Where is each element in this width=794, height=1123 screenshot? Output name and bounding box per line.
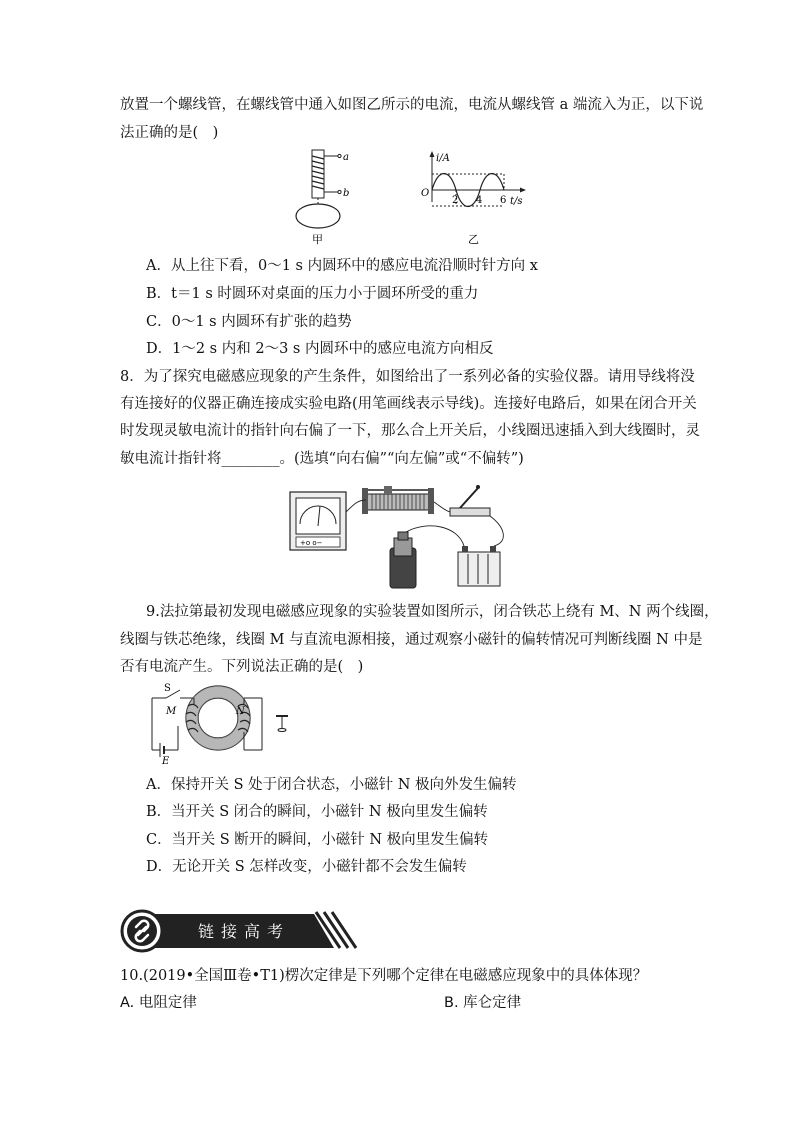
label-M: M bbox=[166, 706, 177, 717]
q9-stem-line1: 9.法拉第最初发现电磁感应现象的实验装置如图所示，闭合铁芯上绕有 M、N 两个线圈， bbox=[146, 604, 719, 620]
label-E: E bbox=[162, 756, 170, 766]
label-S: S bbox=[164, 683, 171, 694]
rheostat bbox=[362, 486, 434, 514]
q8-stem-line3: 时发现灵敏电流计的指针向右偏了一下，那么合上开关后，小线圈迅速插入到大线圈时，灵 bbox=[120, 423, 700, 439]
tick-4: 4 bbox=[476, 195, 483, 206]
q9-option-b: B．当开关 S 闭合的瞬间，小磁针 N 极向里发生偏转 bbox=[146, 804, 488, 820]
caption-yi: 乙 bbox=[468, 233, 479, 246]
q8-stem-line2: 有连接好的仪器正确连接成实验电路(用笔画线表示导线)。连接好电路后，如果在闭合开关 bbox=[120, 396, 697, 412]
ring bbox=[296, 204, 340, 228]
q7-option-b: B．t＝1 s 时圆环对桌面的压力小于圆环所受的重力 bbox=[146, 286, 479, 302]
coil-assembly bbox=[390, 532, 416, 588]
q9-option-a: A．保持开关 S 处于闭合状态，小磁针 N 极向外发生偏转 bbox=[146, 777, 517, 793]
q9-stem-line2: 线圈与铁芯绝缘，线圈 M 与直流电源相接，通过观察小磁针的偏转情况可判断线圈 N 中是 bbox=[120, 632, 703, 648]
q9-stem-line3: 否有电流产生。下列说法正确的是( ) bbox=[120, 659, 364, 675]
q10-stem: 10.(2019•全国Ⅲ卷•T1)楞次定律是下列哪个定律在电磁感应现象中的具体体现？ bbox=[120, 968, 648, 984]
q10-option-a: A. 电阻定律 bbox=[120, 995, 197, 1011]
q8-apparatus-figure bbox=[288, 482, 518, 592]
label-a: a bbox=[343, 152, 349, 163]
q9-faraday-ring-figure bbox=[140, 680, 300, 766]
q8-stem-line1: 8．为了探究电磁感应现象的产生条件，如图给出了一系列必备的实验仪器。请用导线将没 bbox=[120, 369, 695, 385]
axis-t-label: t/s bbox=[510, 196, 523, 207]
q7-figure-yi bbox=[418, 148, 538, 248]
q9-option-d: D．无论开关 S 怎样改变，小磁针都不会发生偏转 bbox=[146, 859, 467, 875]
tick-2: 2 bbox=[452, 195, 459, 206]
axis-i-label: i/A bbox=[436, 153, 450, 164]
q10-option-b: B. 库仑定律 bbox=[444, 995, 522, 1011]
label-N: N bbox=[236, 706, 245, 717]
q7-stem-line2: 法正确的是( ) bbox=[120, 125, 219, 141]
q7-option-c: C．0～1 s 内圆环有扩张的趋势 bbox=[146, 314, 352, 330]
q9-option-c: C．当开关 S 断开的瞬间，小磁针 N 极向里发生偏转 bbox=[146, 832, 489, 848]
caption-jia: 甲 bbox=[312, 233, 323, 246]
q7-figure-jia bbox=[292, 148, 362, 248]
q7-option-d: D．1～2 s 内和 2～3 s 内圆环中的感应电流方向相反 bbox=[146, 341, 494, 357]
label-b: b bbox=[343, 188, 350, 199]
knife-switch bbox=[450, 485, 490, 516]
q7-option-a: A．从上往下看，0～1 s 内圆环中的感应电流沿顺时针方向 x bbox=[146, 258, 538, 274]
meter-terminal-labels: +o o− bbox=[300, 539, 323, 547]
banner-title: 链接高考 bbox=[198, 922, 291, 941]
q8-stem-line4: 敏电流计指针将________。(选填“向右偏”“向左偏”或“不偏转”) bbox=[120, 451, 524, 467]
tick-6: 6 bbox=[500, 195, 507, 206]
origin-label: O bbox=[421, 188, 430, 199]
galvanometer bbox=[290, 492, 346, 550]
battery bbox=[458, 546, 500, 586]
q7-stem-line1: 放置一个螺线管，在螺线管中通入如图乙所示的电流，电流从螺线管 a 端流入为正，以下说 bbox=[120, 97, 704, 113]
